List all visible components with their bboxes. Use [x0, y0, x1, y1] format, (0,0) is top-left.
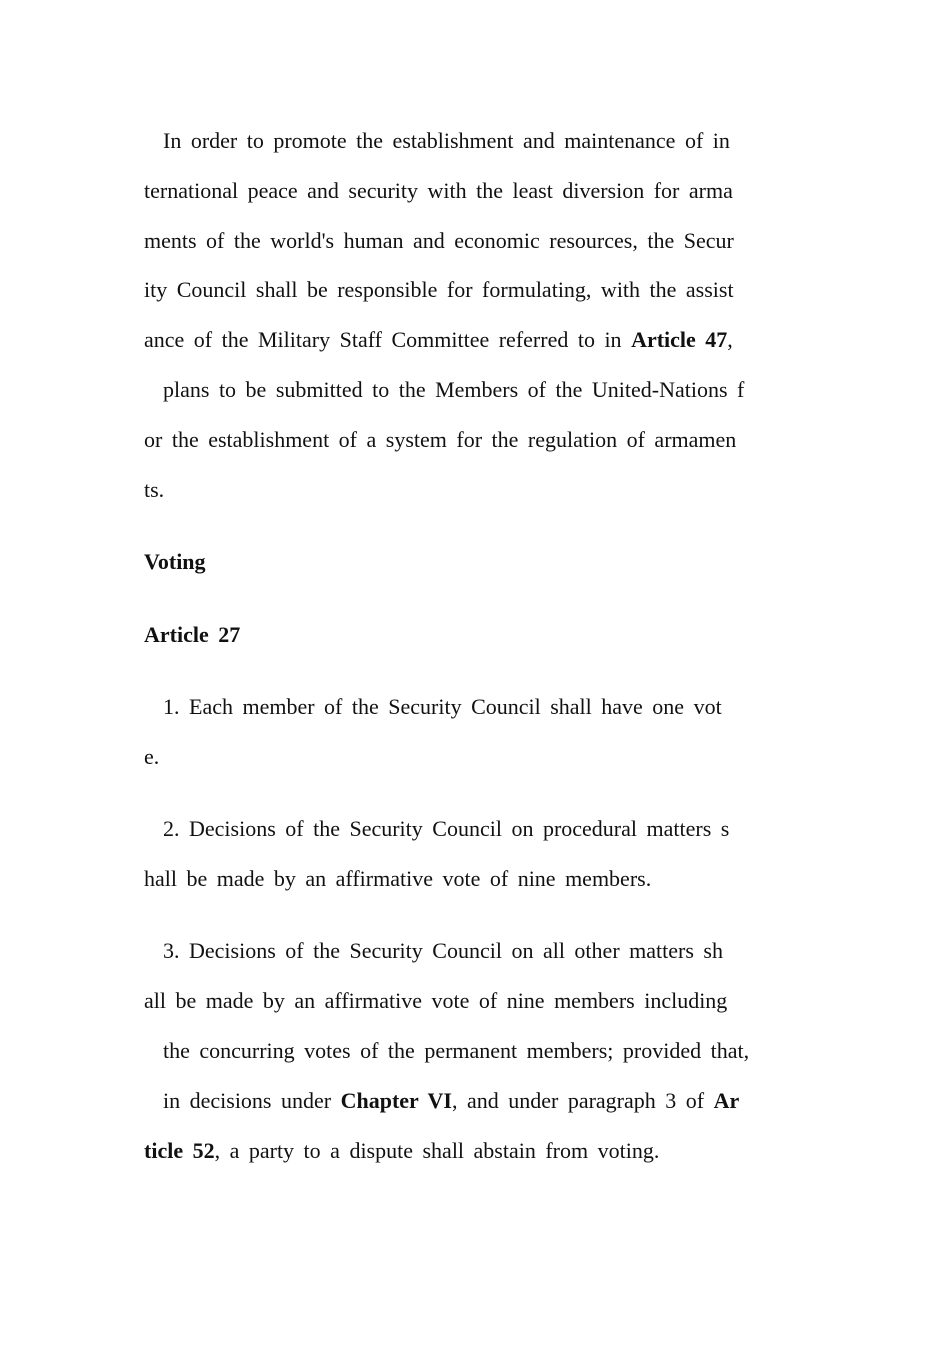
- para-intro-line-2: ternational peace and security with the least diversion for arma: [144, 178, 733, 203]
- item-2-line-2: hall be made by an affirmative vote of nine members.: [144, 866, 652, 891]
- article-52-reference-part-1: Ar: [713, 1088, 740, 1113]
- heading-voting: Voting: [144, 549, 206, 574]
- item-3-line-4: [144, 1088, 739, 1114]
- text-span: ,: [727, 327, 733, 352]
- item-2-line-1: 2. Decisions of the Security Council on procedural matters s: [144, 816, 730, 841]
- para-intro-line-8: ts.: [144, 477, 165, 502]
- heading-article-27: Article 27: [144, 622, 241, 647]
- article-52-reference-part-2: ticle 52: [144, 1138, 215, 1163]
- item-3-line-5: [144, 1138, 659, 1164]
- item-3-line-1: 3. Decisions of the Security Council on all other matters sh: [144, 938, 723, 963]
- para-intro-line-5: [144, 327, 733, 353]
- text-span: ance of the Military Staff Committee referred to in: [144, 327, 632, 352]
- text-span: in decisions under: [144, 1088, 341, 1113]
- item-1-line-1: 1. Each member of the Security Council shall have one vot: [144, 694, 722, 719]
- chapter-vi-reference: Chapter VI: [340, 1088, 452, 1113]
- para-intro-line-6: plans to be submitted to the Members of the United-Nations f: [144, 377, 745, 402]
- para-intro-line-7: or the establishment of a system for the regulation of armamen: [144, 427, 737, 452]
- item-3-line-2: all be made by an affirmative vote of nine members including: [144, 988, 728, 1013]
- item-3-line-3: the concurring votes of the permanent members; provided that,: [144, 1038, 750, 1063]
- text-span: , a party to a dispute shall abstain from voting.: [214, 1138, 660, 1163]
- para-intro-line-1: In order to promote the establishment and maintenance of in: [144, 128, 730, 153]
- para-intro-line-3: ments of the world's human and economic resources, the Secur: [144, 228, 734, 253]
- article-47-reference: Article 47: [631, 327, 728, 352]
- item-1-line-2: e.: [144, 744, 160, 769]
- text-span: , and under paragraph 3 of: [451, 1088, 714, 1113]
- para-intro-line-4: ity Council shall be responsible for formulating, with the assist: [144, 277, 734, 302]
